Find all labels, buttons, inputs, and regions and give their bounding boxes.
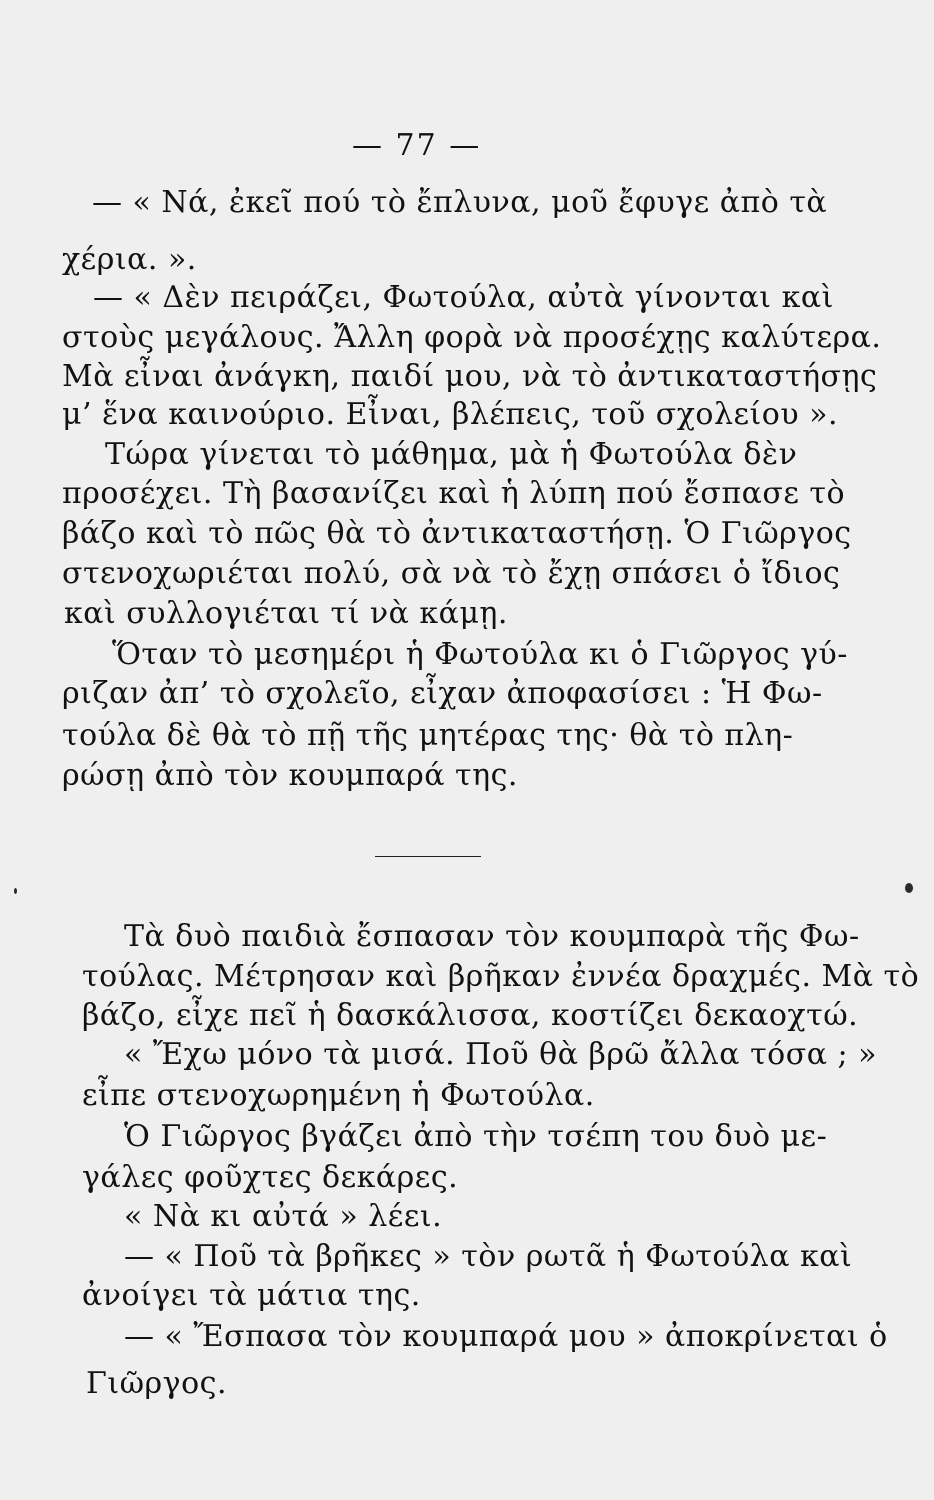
text-line: καὶ συλλογιέται τί νὰ κάμῃ. xyxy=(64,596,508,631)
text-line: χέρια. ». xyxy=(62,242,197,277)
ink-speck xyxy=(14,888,17,894)
text-line: ριζαν ἀπ’ τὸ σχολεῖο, εἶχαν ἀποφασίσει : Ἡ Φω- xyxy=(62,676,823,711)
text-line: — « Δὲν πειράζει, Φωτούλα, αὐτὰ γίνονται καὶ xyxy=(93,280,834,315)
text-line: Ὅταν τὸ μεσημέρι ἡ Φωτούλα κι ὁ Γιῶργος γύ- xyxy=(112,637,848,672)
text-line: — « Ποῦ τὰ βρῆκες » τὸν ρωτᾶ ἡ Φωτούλα καὶ xyxy=(124,1239,853,1274)
text-line: Τὰ δυὸ παιδιὰ ἔσπασαν τὸν κουμπαρὰ τῆς Φω- xyxy=(124,919,860,954)
text-line: τούλας. Μέτρησαν καὶ βρῆκαν ἐννέα δραχμές. Μὰ τὸ xyxy=(82,959,920,994)
text-line: Μὰ εἶναι ἀνάγκη, παιδί μου, νὰ τὸ ἀντικαταστήσῃς xyxy=(62,359,878,394)
text-line: στοὺς μεγάλους. Ἄλλη φορὰ νὰ προσέχῃς καλύτερα. xyxy=(62,320,882,355)
text-line: προσέχει. Τὴ βασανίζει καὶ ἡ λύπη πού ἔσπασε τὸ xyxy=(62,476,846,511)
page-number: — 77 — xyxy=(352,128,482,163)
text-line: — « Νά, ἐκεῖ πού τὸ ἔπλυνα, μοῦ ἔφυγε ἀπὸ τὰ xyxy=(92,185,828,220)
text-line: Γιῶργος. xyxy=(86,1366,228,1401)
text-line: εἶπε στενοχωρημένη ἡ Φωτούλα. xyxy=(82,1078,595,1113)
text-line: ἀνοίγει τὰ μάτια της. xyxy=(82,1278,421,1313)
text-line: γάλες φοῦχτες δεκάρες. xyxy=(82,1160,459,1195)
text-line: μ’ ἕνα καινούριο. Εἶναι, βλέπεις, τοῦ σχολείου ». xyxy=(62,397,839,432)
text-line: τούλα δὲ θὰ τὸ πῇ τῆς μητέρας της· θὰ τὸ πλη- xyxy=(62,718,794,753)
ink-speck xyxy=(905,883,913,893)
text-line: στενοχωριέται πολύ, σὰ νὰ τὸ ἔχῃ σπάσει ὁ ἴδιος xyxy=(62,556,841,591)
text-line: Τώρα γίνεται τὸ μάθημα, μὰ ἡ Φωτούλα δὲν xyxy=(105,437,798,472)
text-line: Ὁ Γιῶργος βγάζει ἀπὸ τὴν τσέπη του δυὸ με- xyxy=(124,1119,828,1154)
text-line: « Νὰ κι αὐτά » λέει. xyxy=(124,1199,443,1234)
text-line: — « Ἔσπασα τὸν κουμπαρά μου » ἀποκρίνεται ὁ xyxy=(124,1319,888,1354)
text-line: βάζο καὶ τὸ πῶς θὰ τὸ ἀντικαταστήσῃ. Ὁ Γιῶργος xyxy=(62,516,852,551)
section-divider xyxy=(375,856,481,857)
text-line: ρώσῃ ἀπὸ τὸν κουμπαρά της. xyxy=(62,758,518,793)
text-line: « Ἔχω μόνο τὰ μισά. Ποῦ θὰ βρῶ ἄλλα τόσα ; » xyxy=(124,1037,878,1072)
text-line: βάζο, εἶχε πεῖ ἡ δασκάλισσα, κοστίζει δεκαοχτώ. xyxy=(82,998,859,1033)
